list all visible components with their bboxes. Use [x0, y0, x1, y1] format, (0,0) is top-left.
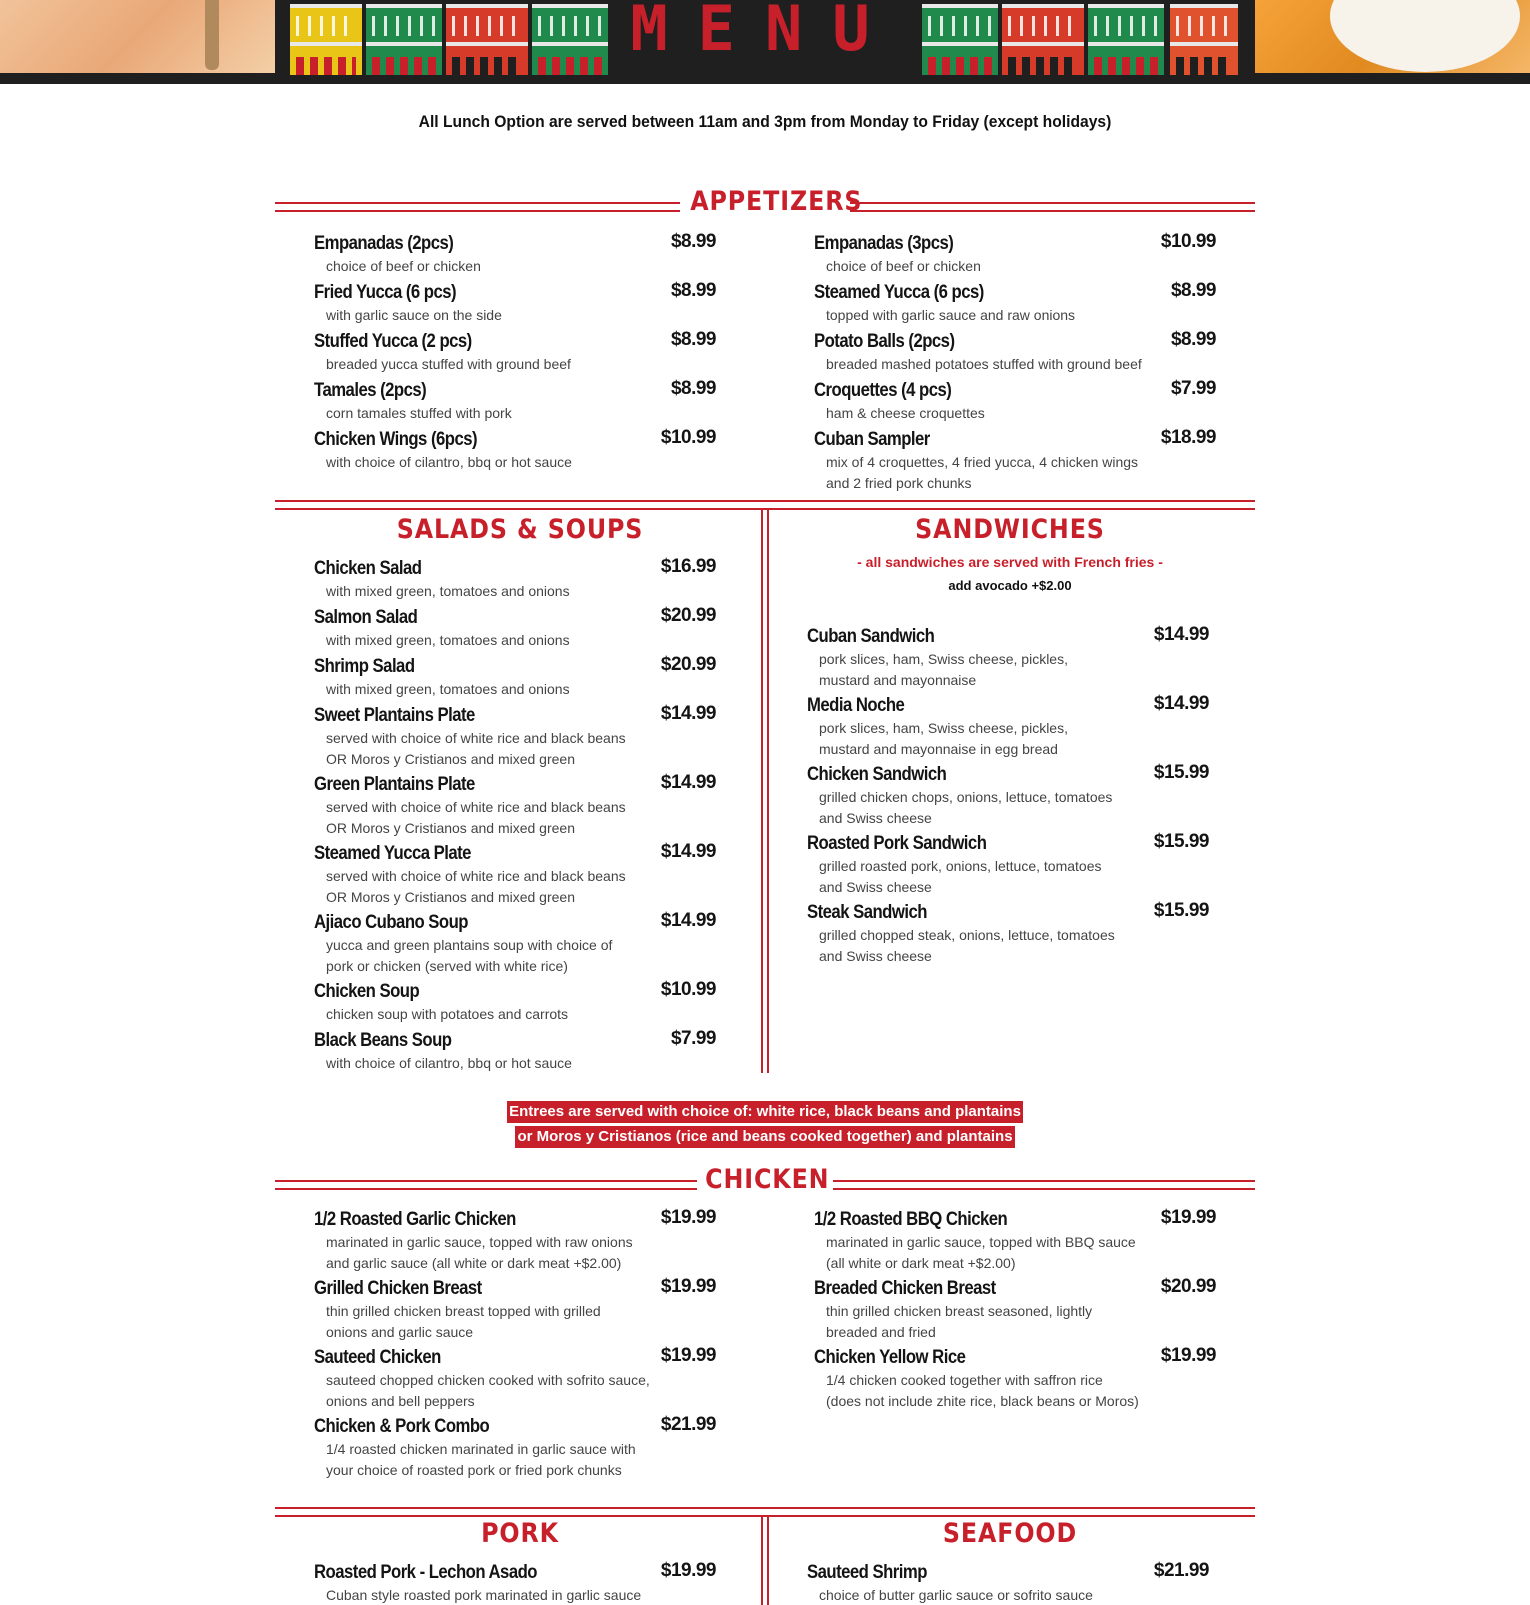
menu-item-name: Stuffed Yucca (2 pcs): [314, 331, 472, 352]
menu-item: [314, 1030, 664, 1073]
menu-item-price: $14.99: [660, 703, 716, 724]
menu-item-description: with mixed green, tomatoes and onions: [326, 632, 570, 648]
menu-item-name: Sauteed Chicken: [314, 1347, 441, 1368]
menu-item-name: Tamales (2pcs): [314, 380, 427, 401]
menu-item-description: corn tamales stuffed with pork: [326, 405, 512, 421]
menu-item-name: Breaded Chicken Breast: [814, 1278, 996, 1299]
menu-item-name: Salmon Salad: [314, 607, 418, 628]
divider: [275, 202, 680, 212]
divider: [275, 1180, 697, 1190]
menu-item-name: Media Noche: [807, 695, 905, 716]
menu-item-price: $8.99: [1170, 280, 1216, 301]
menu-item: [814, 233, 1154, 276]
menu-item-price: $14.99: [660, 910, 716, 931]
menu-item: [807, 695, 1137, 759]
section-title-salads-soups: SALADS & SOUPS: [396, 514, 644, 545]
menu-item-price: $19.99: [660, 1276, 716, 1297]
menu-item-price: $7.99: [670, 1028, 716, 1049]
menu-item-name: Steamed Yucca (6 pcs): [814, 282, 984, 303]
menu-item-name: Shrimp Salad: [314, 656, 415, 677]
menu-item-description: yucca and green plantains soup with choice of: [326, 937, 613, 953]
menu-item-price: $20.99: [1160, 1276, 1216, 1297]
menu-item-description: sauteed chopped chicken cooked with sofrito sauce,: [326, 1372, 650, 1388]
menu-item-name: Chicken Wings (6pcs): [314, 429, 478, 450]
menu-item-name: Black Beans Soup: [314, 1030, 452, 1051]
menu-item-name: Chicken & Pork Combo: [314, 1416, 490, 1437]
menu-item-name: Cuban Sandwich: [807, 626, 935, 647]
menu-item-name: Sweet Plantains Plate: [314, 705, 475, 726]
menu-item-price: $19.99: [660, 1560, 716, 1581]
menu-item-description: 1/4 chicken cooked together with saffron rice: [826, 1372, 1103, 1388]
menu-item-description: OR Moros y Cristianos and mixed green: [326, 889, 575, 905]
menu-item-description: choice of beef or chicken: [826, 258, 981, 274]
menu-item-name: Ajiaco Cubano Soup: [314, 912, 468, 933]
divider: [833, 1180, 1255, 1190]
menu-item: [814, 331, 1154, 374]
menu-item: [314, 331, 664, 374]
divider: [850, 202, 1255, 212]
menu-item-price: $19.99: [660, 1345, 716, 1366]
menu-item-price: $16.99: [660, 556, 716, 577]
menu-item: [314, 380, 664, 423]
menu-item-price: $19.99: [1160, 1345, 1216, 1366]
menu-item: [314, 774, 664, 838]
menu-item-description: pork or chicken (served with white rice): [326, 958, 568, 974]
menu-item-description: mustard and mayonnaise in egg bread: [819, 741, 1058, 757]
menu-item-price: $14.99: [1153, 693, 1209, 714]
column-divider: [761, 1515, 769, 1605]
menu-item-price: $15.99: [1153, 900, 1209, 921]
menu-item-price: $8.99: [670, 280, 716, 301]
menu-item: [807, 626, 1137, 690]
lunch-note: All Lunch Option are served between 11am and 3pm from Monday to Friday (except holidays): [418, 112, 1112, 131]
menu-item-name: Green Plantains Plate: [314, 774, 475, 795]
menu-item-price: $20.99: [660, 605, 716, 626]
menu-item-price: $8.99: [670, 378, 716, 399]
menu-item-description: grilled chicken chops, onions, lettuce, tomatoes: [819, 789, 1113, 805]
menu-item: [314, 429, 664, 472]
menu-item: [814, 429, 1154, 493]
menu-item-name: Chicken Salad: [314, 558, 422, 579]
menu-item-price: $21.99: [1153, 1560, 1209, 1581]
menu-item-price: $14.99: [1153, 624, 1209, 645]
menu-item-description: onions and garlic sauce: [326, 1324, 474, 1340]
menu-item-name: Empanadas (2pcs): [314, 233, 454, 254]
menu-item-description: thin grilled chicken breast seasoned, lightly: [826, 1303, 1093, 1319]
menu-item-name: Roasted Pork Sandwich: [807, 833, 987, 854]
menu-item-name: 1/2 Roasted BBQ Chicken: [814, 1209, 1008, 1230]
menu-item-description: topped with garlic sauce and raw onions: [826, 307, 1076, 323]
menu-item: [814, 1209, 1154, 1273]
menu-item-description: 1/4 roasted chicken marinated in garlic sauce with: [326, 1441, 636, 1457]
column-divider: [761, 508, 769, 1073]
menu-title: MENU: [630, 0, 900, 65]
menu-item: [314, 233, 664, 276]
menu-item: [314, 558, 664, 601]
menu-item-description: grilled chopped steak, onions, lettuce, tomatoes: [819, 927, 1115, 943]
menu-item-description: OR Moros y Cristianos and mixed green: [326, 820, 575, 836]
menu-item-description: ham & cheese croquettes: [826, 405, 985, 421]
section-title-sandwiches: SANDWICHES: [915, 514, 1105, 545]
menu-item-description: (all white or dark meat +$2.00): [826, 1255, 1016, 1271]
menu-item-description: your choice of roasted pork or fried pork chunks: [326, 1462, 622, 1478]
menu-item-price: $10.99: [1160, 231, 1216, 252]
section-title-seafood: SEAFOOD: [942, 1518, 1078, 1549]
menu-item-description: pork slices, ham, Swiss cheese, pickles,: [819, 651, 1068, 667]
entree-note: [0, 1101, 1530, 1148]
menu-item: [807, 833, 1137, 897]
menu-item-description: breaded yucca stuffed with ground beef: [326, 356, 571, 372]
menu-item-name: Empanadas (3pcs): [814, 233, 954, 254]
menu-item-description: and garlic sauce (all white or dark meat +$2.00): [326, 1255, 622, 1271]
menu-item-description: with choice of cilantro, bbq or hot sauce: [326, 454, 572, 470]
menu-item: [314, 1209, 664, 1273]
avocado-addon-note: add avocado +$2.00: [948, 578, 1072, 593]
menu-item-description: and Swiss cheese: [819, 879, 932, 895]
menu-item-price: $8.99: [670, 329, 716, 350]
menu-item-name: Chicken Soup: [314, 981, 420, 1002]
menu-item-description: and Swiss cheese: [819, 810, 932, 826]
menu-item-description: grilled roasted pork, onions, lettuce, tomatoes: [819, 858, 1102, 874]
menu-item-price: $14.99: [660, 841, 716, 862]
menu-item: [314, 705, 664, 769]
menu-item: [807, 902, 1137, 966]
section-title-chicken: CHICKEN: [705, 1164, 830, 1195]
menu-item-description: mix of 4 croquettes, 4 fried yucca, 4 chicken wings: [826, 454, 1139, 470]
menu-item-description: breaded and fried: [826, 1324, 936, 1340]
menu-item-price: $21.99: [660, 1414, 716, 1435]
menu-item-price: $8.99: [1170, 329, 1216, 350]
menu-item-name: Fried Yucca (6 pcs): [314, 282, 457, 303]
menu-item-description: onions and bell peppers: [326, 1393, 475, 1409]
menu-item-description: with mixed green, tomatoes and onions: [326, 681, 570, 697]
menu-item-name: Steamed Yucca Plate: [314, 843, 471, 864]
menu-item-description: OR Moros y Cristianos and mixed green: [326, 751, 575, 767]
menu-item-price: $15.99: [1153, 762, 1209, 783]
menu-item-description: marinated in garlic sauce, topped with raw onions: [326, 1234, 633, 1250]
menu-item-description: pork slices, ham, Swiss cheese, pickles,: [819, 720, 1068, 736]
menu-item-price: $15.99: [1153, 831, 1209, 852]
menu-item: [314, 282, 664, 325]
menu-item-name: Sauteed Shrimp: [807, 1562, 927, 1583]
menu-item: [814, 1278, 1154, 1342]
menu-item: [314, 656, 664, 699]
entree-note-line1: Entrees are served with choice of: white rice, black beans and plantains: [507, 1101, 1023, 1123]
menu-item-name: 1/2 Roasted Garlic Chicken: [314, 1209, 516, 1230]
menu-item-price: $7.99: [1170, 378, 1216, 399]
menu-item: [314, 1562, 664, 1605]
menu-item-name: Cuban Sampler: [814, 429, 930, 450]
menu-item-name: Steak Sandwich: [807, 902, 927, 923]
menu-item-price: $10.99: [660, 427, 716, 448]
entree-note-line2: or Moros y Cristianos (rice and beans cooked together) and plantains: [515, 1126, 1014, 1148]
menu-item-description: with choice of cilantro, bbq or hot sauce: [326, 1055, 572, 1071]
menu-item: [314, 1347, 664, 1411]
menu-item: [314, 1416, 664, 1480]
menu-item: [807, 1562, 1137, 1605]
menu-item-name: Grilled Chicken Breast: [314, 1278, 482, 1299]
menu-item: [807, 764, 1137, 828]
menu-item-description: mustard and mayonnaise: [819, 672, 977, 688]
section-title-pork: PORK: [481, 1518, 559, 1549]
menu-item-price: $8.99: [670, 231, 716, 252]
menu-item-description: served with choice of white rice and black beans: [326, 799, 626, 815]
section-title-appetizers: APPETIZERS: [690, 186, 863, 217]
header-banner: [0, 0, 1530, 84]
menu-item-description: with garlic sauce on the side: [326, 307, 502, 323]
menu-item-description: Cuban style roasted pork marinated in garlic sauce: [326, 1587, 642, 1603]
menu-item: [814, 1347, 1154, 1411]
menu-item-description: and 2 fried pork chunks: [826, 475, 972, 491]
menu-item-description: served with choice of white rice and black beans: [326, 730, 626, 746]
menu-item-price: $19.99: [1160, 1207, 1216, 1228]
menu-item-description: thin grilled chicken breast topped with grilled: [326, 1303, 601, 1319]
menu-item: [814, 380, 1154, 423]
menu-item-description: breaded mashed potatoes stuffed with ground beef: [826, 356, 1142, 372]
menu-item-description: choice of beef or chicken: [326, 258, 481, 274]
menu-item: [314, 607, 664, 650]
menu-item-description: chicken soup with potatoes and carrots: [326, 1006, 569, 1022]
menu-item-description: marinated in garlic sauce, topped with BBQ sauce: [826, 1234, 1136, 1250]
menu-item-description: served with choice of white rice and black beans: [326, 868, 626, 884]
menu-item-price: $14.99: [660, 772, 716, 793]
menu-item-name: Potato Balls (2pcs): [814, 331, 955, 352]
menu-item-description: (does not include zhite rice, black beans or Moros): [826, 1393, 1139, 1409]
menu-item-price: $20.99: [660, 654, 716, 675]
menu-item-description: with mixed green, tomatoes and onions: [326, 583, 570, 599]
menu-item-price: $18.99: [1160, 427, 1216, 448]
menu-item-description: and Swiss cheese: [819, 948, 932, 964]
menu-item-price: $10.99: [660, 979, 716, 1000]
menu-item-price: $19.99: [660, 1207, 716, 1228]
menu-item-name: Croquettes (4 pcs): [814, 380, 952, 401]
menu-item-name: Chicken Sandwich: [807, 764, 947, 785]
menu-item: [814, 282, 1154, 325]
menu-item-name: Roasted Pork - Lechon Asado: [314, 1562, 537, 1583]
menu-item: [314, 981, 664, 1024]
menu-item: [314, 1278, 664, 1342]
menu-item-description: choice of butter garlic sauce or sofrito sauce: [819, 1587, 1093, 1603]
menu-item-name: Chicken Yellow Rice: [814, 1347, 966, 1368]
menu-item: [314, 843, 664, 907]
menu-item: [314, 912, 664, 976]
sandwich-fries-note: - all sandwiches are served with French fries -: [857, 554, 1163, 570]
